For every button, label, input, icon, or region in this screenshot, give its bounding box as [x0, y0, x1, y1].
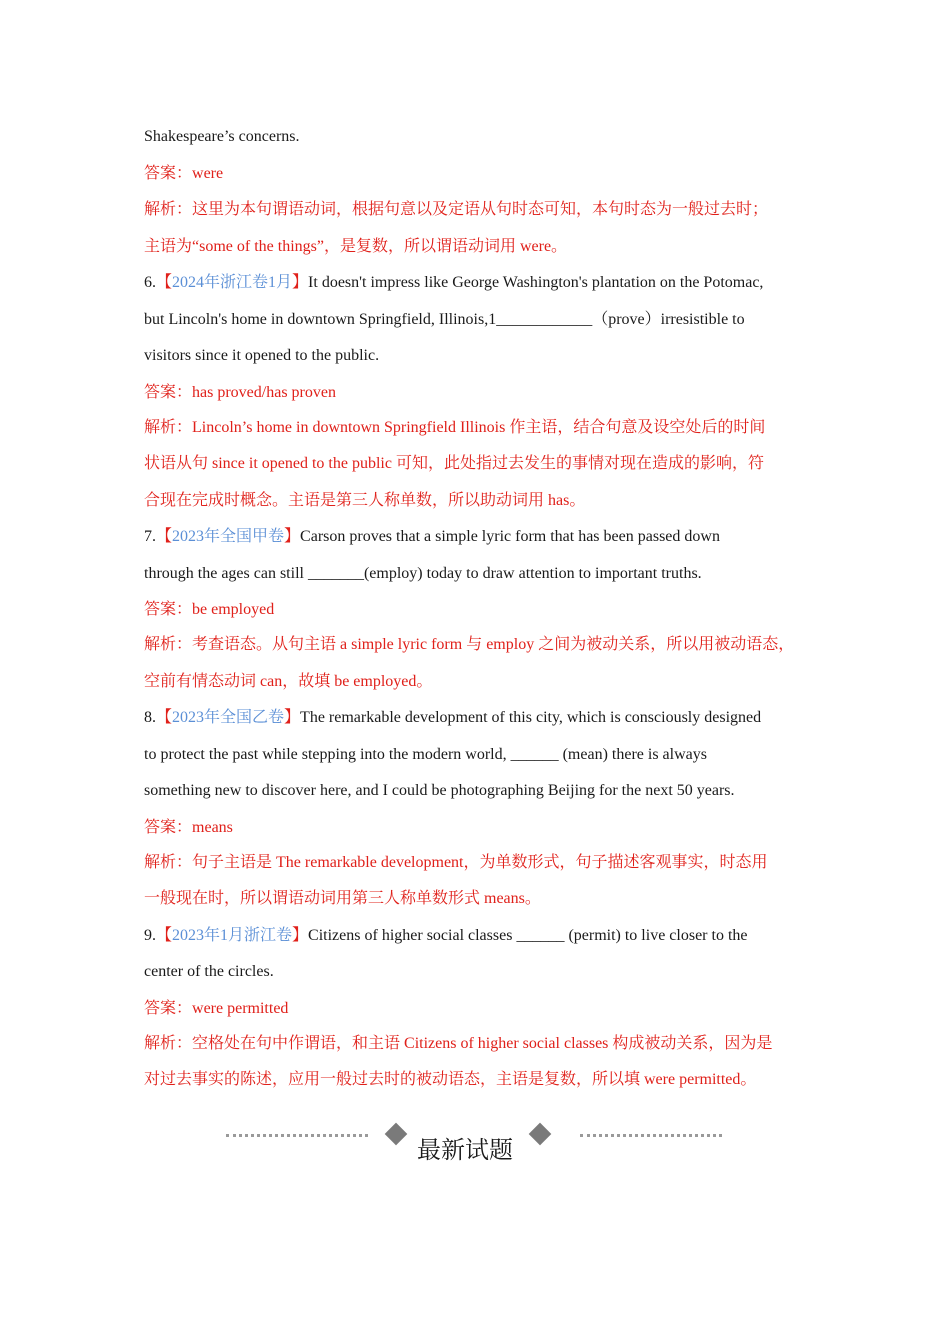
question-text: something new to discover here, and I could be photographing Beijing for the next 50 years.	[144, 782, 735, 799]
analysis-line: 主语为“some of the things”，是复数，所以谓语动词用 were。	[144, 237, 568, 255]
analysis-line: 解析：空格处在句中作谓语，和主语 Citizens of higher social classes 构成被动关系，因为是	[144, 1034, 773, 1052]
answer-line: 答案：were permitted	[144, 999, 289, 1017]
question-text: Shakespeare’s concerns.	[144, 128, 300, 145]
analysis-line: 解析：这里为本句谓语动词，根据句意以及定语从句时态可知，本句时态为一般过去时；	[144, 201, 769, 218]
section-divider	[0, 1118, 950, 1178]
question-7: 7.【2023年全国甲卷】Carson proves that a simple lyric form that has been passed down	[144, 528, 720, 545]
answer-line: 答案：were	[144, 164, 224, 182]
question-source: 2023年全国甲卷	[172, 528, 285, 545]
question-text: but Lincoln's home in downtown Springfield, Illinois,1____________（prove）irresistible to	[144, 310, 745, 328]
question-8: 8.【2023年全国乙卷】The remarkable development of this city, which is consciously designed	[144, 709, 762, 726]
analysis-line: 合现在完成时概念。主语是第三人称单数，所以助动词用 has。	[144, 491, 586, 509]
answer-line: 答案：has proved/has proven	[144, 383, 336, 401]
question-source: 2023年全国乙卷	[172, 709, 285, 726]
answer-line: 答案：be employed	[144, 601, 275, 618]
analysis-line: 解析：Lincoln’s home in downtown Springfield Illinois 作主语，结合句意及设空处后的时间	[144, 418, 766, 436]
analysis-line: 状语从句 since it opened to the public 可知，此处指过去发生的事情对现在造成的影响，符	[144, 455, 764, 472]
question-source: 2024年浙江卷1月	[172, 274, 293, 291]
dotted-rule	[580, 1134, 722, 1137]
section-title: 最新试题	[417, 1136, 513, 1164]
question-6: 6.【2024年浙江卷1月】It doesn't impress like George Washington's plantation on the Potomac,	[144, 274, 764, 291]
analysis-line: 解析：句子主语是 The remarkable development，为单数形式，句子描述客观事实，时态用	[144, 853, 768, 871]
question-text: center of the circles.	[144, 963, 274, 980]
dotted-rule	[226, 1134, 368, 1137]
question-text: visitors since it opened to the public.	[144, 347, 380, 364]
answer-line: 答案：means	[144, 818, 233, 836]
question-text: through the ages can still _______(employ) today to draw attention to important truths.	[144, 564, 702, 582]
diamond-icon	[529, 1123, 552, 1146]
analysis-line: 对过去事实的陈述，应用一般过去时的被动语态，主语是复数，所以填 were permitted。	[144, 1071, 757, 1088]
analysis-line: 一般现在时，所以谓语动词用第三人称单数形式 means。	[144, 890, 541, 907]
question-text: to protect the past while stepping into the modern world, ______ (mean) there is always	[144, 745, 707, 763]
question-source: 2023年1月浙江卷	[172, 926, 293, 944]
document-body	[144, 119, 824, 1099]
question-9: 9.【2023年1月浙江卷】Citizens of higher social classes ______ (permit) to live closer to the	[144, 926, 748, 944]
analysis-line: 解析：考查语态。从句主语 a simple lyric form 与 employ 之间为被动关系，所以用被动语态，	[144, 636, 795, 653]
analysis-line: 空前有情态动词 can，故填 be employed。	[144, 672, 433, 690]
